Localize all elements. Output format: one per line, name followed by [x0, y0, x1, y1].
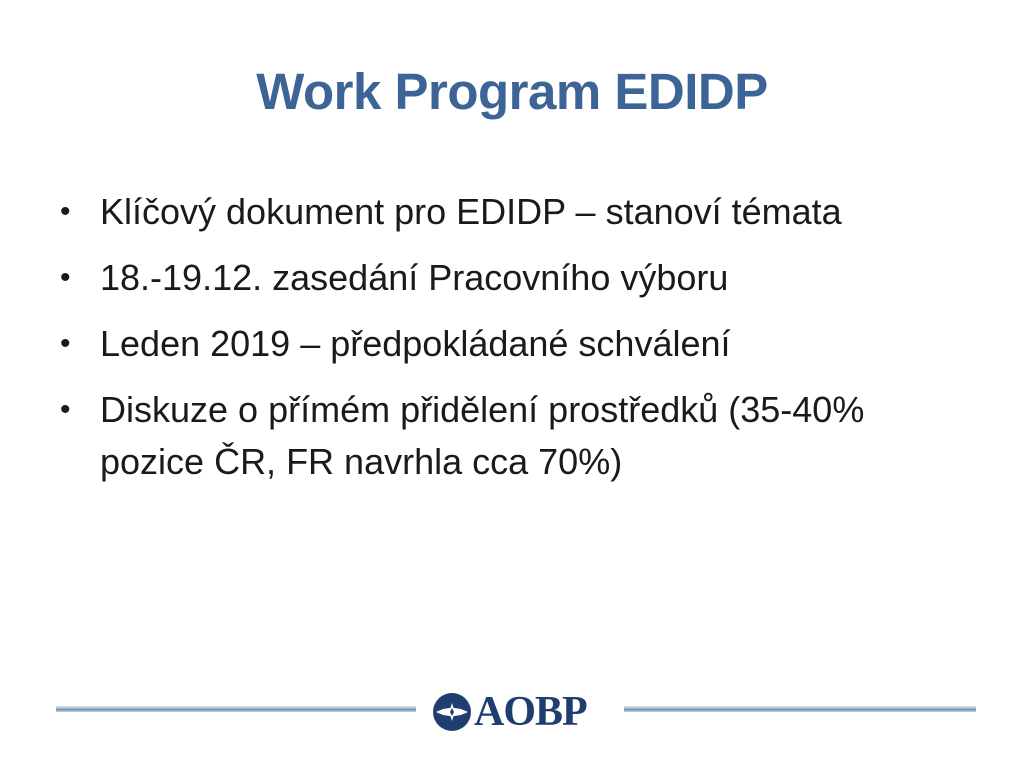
- slide-title: Work Program EDIDP: [256, 63, 768, 120]
- bullet-text: Klíčový dokument pro EDIDP – stanoví témata: [100, 191, 842, 232]
- bullet-dot-icon: •: [60, 327, 71, 360]
- bullet-text: Leden 2019 – předpokládané schválení: [100, 323, 731, 364]
- bullet-item: [58, 318, 968, 370]
- bullet-text: 18.-19.12. zasedání Pracovního výboru: [100, 257, 729, 298]
- bullet-dot-icon: •: [60, 261, 71, 294]
- bullet-list: [58, 186, 968, 502]
- aobp-logo: [432, 689, 587, 735]
- bullet-item: [58, 384, 968, 488]
- bullet-item: [58, 252, 968, 304]
- bullet-item: [58, 186, 968, 238]
- bullet-text: Diskuze o přímém přidělení prostředků (35-40% pozice ČR, FR navrhla cca 70%): [100, 389, 865, 482]
- aobp-logo-text: AOBP: [474, 689, 587, 735]
- bullet-dot-icon: •: [60, 393, 71, 426]
- footer-rule-right: [624, 706, 976, 712]
- footer: [0, 690, 1024, 734]
- bullet-dot-icon: •: [60, 195, 71, 228]
- footer-rule-left: [56, 706, 416, 712]
- aobp-emblem-icon: [432, 692, 472, 732]
